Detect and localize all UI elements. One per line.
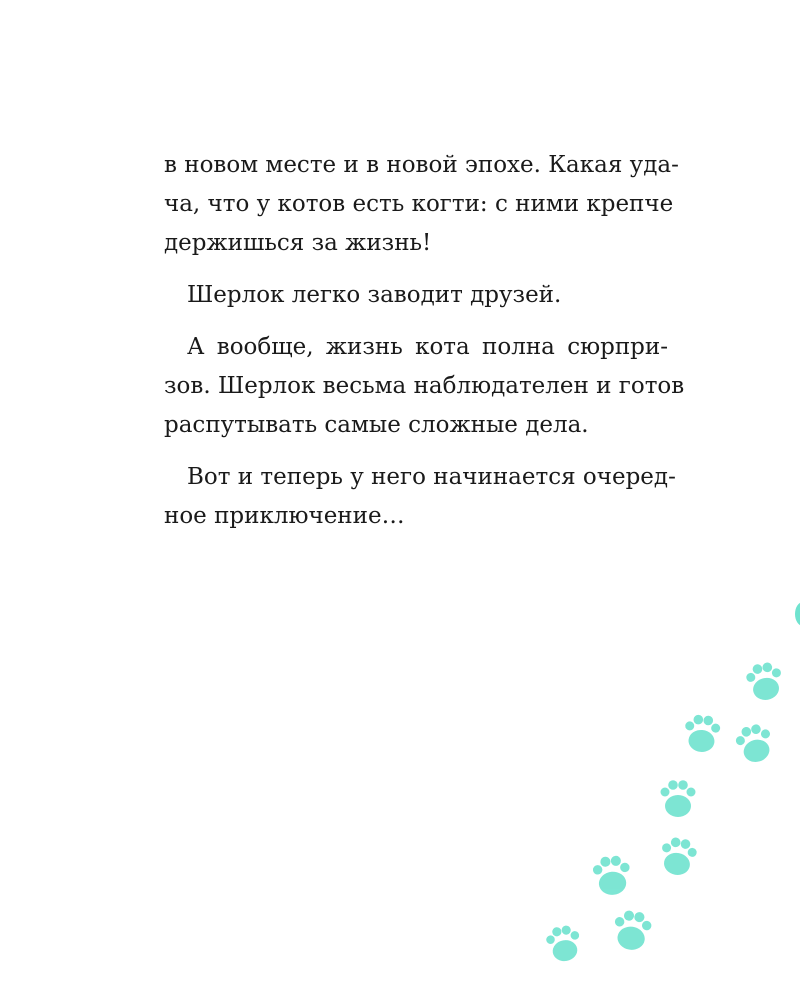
paw-print-icon <box>744 660 785 702</box>
text-line: ное приключение… <box>164 503 405 529</box>
text-line: зов. Шерлок весьма наблюдателен и готов <box>164 373 685 399</box>
text-line: А вообще, жизнь кота полна сюрпри- <box>187 334 668 360</box>
text-line: ча, что у котов есть когти: с ними крепче <box>164 191 674 217</box>
paw-print-icon <box>683 714 721 754</box>
text-line: в новом месте и в новой эпохе. Какая уда- <box>164 152 679 178</box>
body-text <box>164 146 685 549</box>
paragraph-1 <box>164 146 679 263</box>
paw-print-icon <box>544 924 583 964</box>
text-line: распутывать самые сложные дела. <box>164 412 589 438</box>
partial-paw-print-icon <box>795 602 800 626</box>
paragraph-2 <box>164 276 668 315</box>
text-line: держишься за жизнь! <box>164 230 432 256</box>
paragraph-4 <box>164 458 676 536</box>
paw-print-icon <box>658 835 699 877</box>
paw-print-icon <box>661 780 696 817</box>
paw-print-icon <box>611 909 653 952</box>
text-line: Вот и теперь у него начинается очеред- <box>187 464 676 490</box>
paragraph-3 <box>164 328 685 445</box>
paw-print-icon <box>592 855 632 897</box>
paw-print-icon <box>733 721 776 766</box>
text-line: Шерлок легко заводит друзей. <box>187 282 562 308</box>
